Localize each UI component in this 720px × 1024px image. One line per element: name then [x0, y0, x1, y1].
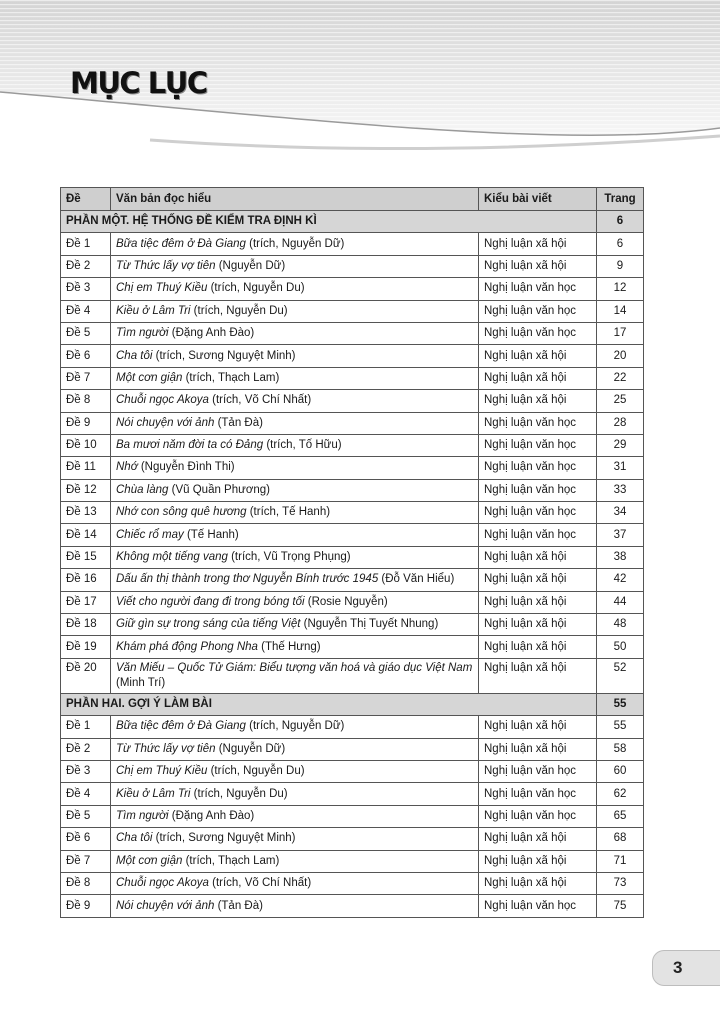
work-author-note: (Vũ Quần Phương)	[168, 483, 270, 496]
exam-number: Đề 3	[61, 760, 111, 782]
exam-number: Đề 9	[61, 895, 111, 917]
reading-text	[111, 716, 479, 738]
table-row	[61, 805, 644, 827]
work-author-note: (trích, Sương Nguyệt Minh)	[152, 832, 296, 845]
work-title: Từ Thức lấy vợ tiên	[116, 742, 216, 755]
page-ref: 38	[597, 546, 644, 568]
page-ref: 34	[597, 502, 644, 524]
page-title: MỤC LỤC	[70, 66, 207, 100]
work-author-note: (Tản Đà)	[214, 416, 263, 429]
page-ref: 14	[597, 300, 644, 322]
page-ref: 68	[597, 828, 644, 850]
page-ref: 9	[597, 255, 644, 277]
reading-text	[111, 872, 479, 894]
table-row	[61, 783, 644, 805]
page-ref: 29	[597, 434, 644, 456]
exam-number: Đề 19	[61, 636, 111, 658]
table-row	[61, 591, 644, 613]
essay-type: Nghị luận xã hội	[479, 636, 597, 658]
page-ref: 73	[597, 872, 644, 894]
work-author-note: (trích, Thạch Lam)	[182, 371, 280, 384]
work-title: Một cơn giận	[116, 371, 183, 384]
page-ref: 17	[597, 322, 644, 344]
table-row	[61, 658, 644, 693]
work-title: Ba mươi năm đời ta có Đảng	[116, 439, 264, 452]
table-row	[61, 828, 644, 850]
work-author-note: (trích, Nguyễn Dữ)	[245, 720, 345, 733]
page-ref: 44	[597, 591, 644, 613]
exam-number: Đề 13	[61, 502, 111, 524]
work-title: Từ Thức lấy vợ tiên	[116, 259, 216, 272]
work-author-note: (Thế Hưng)	[257, 640, 321, 653]
work-title: Chuỗi ngọc Akoya	[116, 394, 209, 407]
page-ref: 71	[597, 850, 644, 872]
reading-text	[111, 569, 479, 591]
reading-text	[111, 524, 479, 546]
work-title: Cha tôi	[116, 832, 153, 845]
work-author-note: (Nguyễn Dữ)	[215, 742, 286, 755]
work-author-note: (trích, Tố Hữu)	[263, 439, 342, 452]
essay-type: Nghị luận xã hội	[479, 569, 597, 591]
reading-text	[111, 805, 479, 827]
table-row	[61, 390, 644, 412]
work-title: Tìm người	[116, 809, 169, 822]
table-row	[61, 457, 644, 479]
work-title: Bữa tiệc đêm ở Đà Giang	[116, 720, 246, 733]
reading-text	[111, 300, 479, 322]
section-page: 6	[597, 211, 644, 233]
page-ref: 55	[597, 716, 644, 738]
exam-number: Đề 4	[61, 300, 111, 322]
work-author-note: (trích, Nguyễn Du)	[190, 304, 288, 317]
exam-number: Đề 1	[61, 233, 111, 255]
exam-number: Đề 1	[61, 716, 111, 738]
section-row	[61, 693, 644, 715]
work-title: Nhớ	[116, 461, 138, 474]
table-row	[61, 502, 644, 524]
essay-type: Nghị luận xã hội	[479, 872, 597, 894]
work-author-note: (Rosie Nguyễn)	[304, 595, 388, 608]
page-ref: 20	[597, 345, 644, 367]
header-type: Kiểu bài viết	[479, 188, 597, 211]
table-row	[61, 569, 644, 591]
reading-text	[111, 783, 479, 805]
work-title: Nhớ con sông quê hương	[116, 506, 247, 519]
reading-text	[111, 502, 479, 524]
work-author-note: (Minh Trí)	[116, 676, 166, 689]
page-ref: 42	[597, 569, 644, 591]
page-ref: 31	[597, 457, 644, 479]
work-title: Tìm người	[116, 327, 169, 340]
exam-number: Đề 3	[61, 278, 111, 300]
table-row	[61, 479, 644, 501]
reading-text	[111, 457, 479, 479]
exam-number: Đề 10	[61, 434, 111, 456]
work-title: Chiếc rổ may	[116, 528, 184, 541]
table-row	[61, 716, 644, 738]
essay-type: Nghị luận văn học	[479, 300, 597, 322]
essay-type: Nghị luận văn học	[479, 783, 597, 805]
exam-number: Đề 7	[61, 850, 111, 872]
exam-number: Đề 18	[61, 614, 111, 636]
reading-text	[111, 367, 479, 389]
table-row	[61, 367, 644, 389]
page-ref: 50	[597, 636, 644, 658]
work-title: Khám phá động Phong Nha	[116, 640, 258, 653]
table-row	[61, 614, 644, 636]
page-ref: 33	[597, 479, 644, 501]
exam-number: Đề 2	[61, 255, 111, 277]
page-ref: 52	[597, 658, 644, 693]
exam-number: Đề 6	[61, 828, 111, 850]
essay-type: Nghị luận văn học	[479, 278, 597, 300]
table-row	[61, 434, 644, 456]
work-author-note: (trích, Nguyễn Du)	[207, 282, 305, 295]
work-title: Cha tôi	[116, 349, 153, 362]
work-author-note: (trích, Tế Hanh)	[246, 506, 331, 519]
work-title: Bữa tiệc đêm ở Đà Giang	[116, 237, 246, 250]
work-author-note: (trích, Võ Chí Nhất)	[208, 877, 312, 890]
work-author-note: (Đặng Anh Đào)	[168, 809, 255, 822]
reading-text	[111, 828, 479, 850]
exam-number: Đề 16	[61, 569, 111, 591]
page-ref: 62	[597, 783, 644, 805]
exam-number: Đề 5	[61, 322, 111, 344]
essay-type: Nghị luận xã hội	[479, 255, 597, 277]
reading-text	[111, 636, 479, 658]
reading-text	[111, 658, 479, 693]
reading-text	[111, 434, 479, 456]
work-title: Văn Miếu – Quốc Tử Giám: Biểu tượng văn hoá và giáo dục Việt Nam	[116, 661, 473, 674]
essay-type: Nghị luận xã hội	[479, 738, 597, 760]
page-ref: 28	[597, 412, 644, 434]
table-row	[61, 255, 644, 277]
exam-number: Đề 8	[61, 872, 111, 894]
essay-type: Nghị luận xã hội	[479, 716, 597, 738]
table-row	[61, 322, 644, 344]
exam-number: Đề 8	[61, 390, 111, 412]
essay-type: Nghị luận xã hội	[479, 828, 597, 850]
essay-type: Nghị luận văn học	[479, 524, 597, 546]
work-title: Viết cho người đang đi trong bóng tối	[116, 595, 305, 608]
reading-text	[111, 390, 479, 412]
essay-type: Nghị luận xã hội	[479, 233, 597, 255]
header-number: Đề	[61, 188, 111, 211]
work-author-note: (trích, Nguyễn Du)	[207, 765, 305, 778]
work-author-note: (Tản Đà)	[214, 899, 263, 912]
toc-table	[60, 187, 644, 918]
exam-number: Đề 4	[61, 783, 111, 805]
work-title: Kiều ở Lâm Tri	[116, 787, 191, 800]
essay-type: Nghị luận văn học	[479, 805, 597, 827]
exam-number: Đề 17	[61, 591, 111, 613]
essay-type: Nghị luận văn học	[479, 412, 597, 434]
work-title: Giữ gìn sự trong sáng của tiếng Việt	[116, 618, 301, 631]
essay-type: Nghị luận văn học	[479, 457, 597, 479]
table-row	[61, 412, 644, 434]
work-author-note: (Nguyễn Dữ)	[215, 259, 286, 272]
header-page: Trang	[597, 188, 644, 211]
work-title: Không một tiếng vang	[116, 551, 228, 564]
essay-type: Nghị luận xã hội	[479, 345, 597, 367]
page-ref: 22	[597, 367, 644, 389]
essay-type: Nghị luận văn học	[479, 502, 597, 524]
exam-number: Đề 11	[61, 457, 111, 479]
reading-text	[111, 278, 479, 300]
work-title: Chùa làng	[116, 483, 169, 496]
work-author-note: (trích, Sương Nguyệt Minh)	[152, 349, 296, 362]
work-title: Nói chuyện với ảnh	[116, 416, 215, 429]
work-title: Kiều ở Lâm Tri	[116, 304, 191, 317]
reading-text	[111, 255, 479, 277]
essay-type: Nghị luận xã hội	[479, 658, 597, 693]
essay-type: Nghị luận văn học	[479, 322, 597, 344]
essay-type: Nghị luận văn học	[479, 895, 597, 917]
reading-text	[111, 760, 479, 782]
work-author-note: (Đặng Anh Đào)	[168, 327, 255, 340]
exam-number: Đề 20	[61, 658, 111, 693]
page-ref: 60	[597, 760, 644, 782]
table-row	[61, 895, 644, 917]
page-ref: 48	[597, 614, 644, 636]
exam-number: Đề 12	[61, 479, 111, 501]
reading-text	[111, 614, 479, 636]
reading-text	[111, 479, 479, 501]
work-title: Một cơn giận	[116, 854, 183, 867]
table-row	[61, 872, 644, 894]
essay-type: Nghị luận xã hội	[479, 614, 597, 636]
table-row	[61, 760, 644, 782]
reading-text	[111, 738, 479, 760]
essay-type: Nghị luận xã hội	[479, 546, 597, 568]
essay-type: Nghị luận văn học	[479, 479, 597, 501]
page-ref: 6	[597, 233, 644, 255]
page-number: 3	[673, 958, 683, 977]
work-author-note: (trích, Nguyễn Dữ)	[245, 237, 345, 250]
page-ref: 37	[597, 524, 644, 546]
page-ref: 12	[597, 278, 644, 300]
table-row	[61, 278, 644, 300]
header-text: Văn bản đọc hiểu	[111, 188, 479, 211]
work-title: Nói chuyện với ảnh	[116, 899, 215, 912]
work-author-note: (Tế Hanh)	[183, 528, 239, 541]
work-author-note: (trích, Võ Chí Nhất)	[208, 394, 312, 407]
work-author-note: (Nguyễn Đình Thi)	[137, 461, 235, 474]
table-row	[61, 300, 644, 322]
work-author-note: (trích, Thạch Lam)	[182, 854, 280, 867]
table-row	[61, 233, 644, 255]
table-row	[61, 738, 644, 760]
essay-type: Nghị luận văn học	[479, 434, 597, 456]
table-row	[61, 850, 644, 872]
toc-header-row	[61, 188, 644, 211]
exam-number: Đề 14	[61, 524, 111, 546]
work-title: Dấu ấn thị thành trong thơ Nguyễn Bính trước 1945	[116, 573, 379, 586]
section-title: PHẦN MỘT. HỆ THỐNG ĐỀ KIỂM TRA ĐỊNH KÌ	[61, 211, 597, 233]
exam-number: Đề 2	[61, 738, 111, 760]
work-title: Chị em Thuý Kiều	[116, 282, 208, 295]
exam-number: Đề 7	[61, 367, 111, 389]
essay-type: Nghị luận văn học	[479, 760, 597, 782]
page-number-tab	[652, 950, 720, 986]
page-ref: 65	[597, 805, 644, 827]
table-row	[61, 546, 644, 568]
table-row	[61, 345, 644, 367]
reading-text	[111, 412, 479, 434]
section-page: 55	[597, 693, 644, 715]
exam-number: Đề 6	[61, 345, 111, 367]
work-title: Chuỗi ngọc Akoya	[116, 877, 209, 890]
essay-type: Nghị luận xã hội	[479, 850, 597, 872]
work-author-note: (Đỗ Văn Hiểu)	[378, 573, 455, 586]
work-author-note: (trích, Nguyễn Du)	[190, 787, 288, 800]
exam-number: Đề 9	[61, 412, 111, 434]
work-title: Chị em Thuý Kiều	[116, 765, 208, 778]
reading-text	[111, 233, 479, 255]
essay-type: Nghị luận xã hội	[479, 390, 597, 412]
reading-text	[111, 345, 479, 367]
table-row	[61, 636, 644, 658]
reading-text	[111, 850, 479, 872]
page-ref: 58	[597, 738, 644, 760]
section-row	[61, 211, 644, 233]
page-ref: 75	[597, 895, 644, 917]
essay-type: Nghị luận xã hội	[479, 591, 597, 613]
exam-number: Đề 5	[61, 805, 111, 827]
reading-text	[111, 322, 479, 344]
work-author-note: (trích, Vũ Trọng Phụng)	[227, 551, 351, 564]
reading-text	[111, 895, 479, 917]
section-title: PHẦN HAI. GỢI Ý LÀM BÀI	[61, 693, 597, 715]
reading-text	[111, 546, 479, 568]
essay-type: Nghị luận xã hội	[479, 367, 597, 389]
toc-body	[61, 211, 644, 918]
reading-text	[111, 591, 479, 613]
table-row	[61, 524, 644, 546]
work-author-note: (Nguyễn Thị Tuyết Nhung)	[300, 618, 439, 631]
exam-number: Đề 15	[61, 546, 111, 568]
page-ref: 25	[597, 390, 644, 412]
